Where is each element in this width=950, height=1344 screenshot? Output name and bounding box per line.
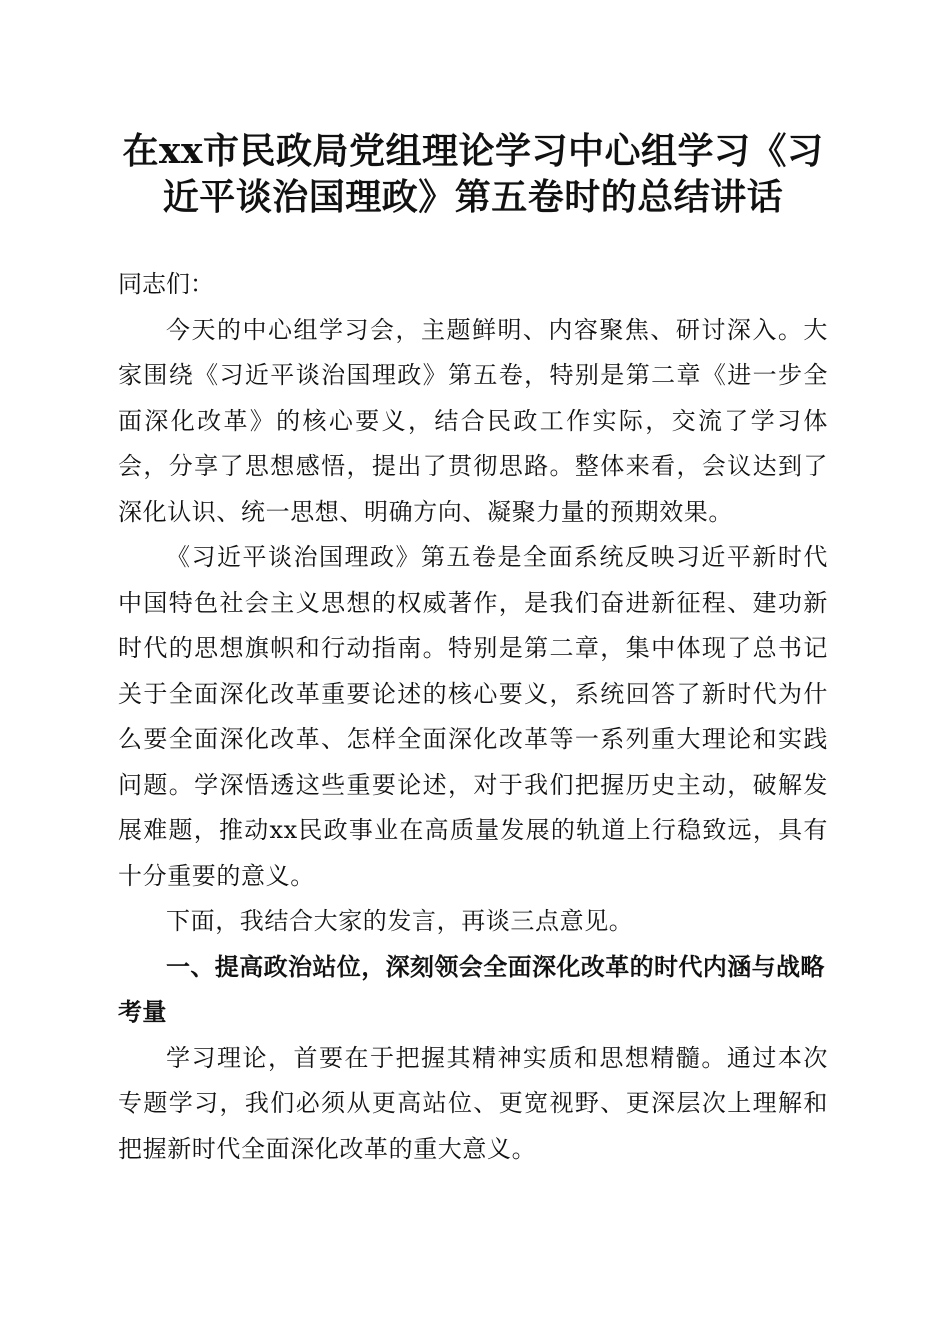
document-page [118,128,828,1172]
document-title: 在xx市民政局党组理论学习中心组学习《习近平谈治国理政》第五卷时的总结讲话 [122,130,824,218]
paragraph-transition: 下面，我结合大家的发言，再谈三点意见。 [166,907,634,935]
paragraph-section-1: 学习理论，首要在于把握其精神实质和思想精髓。通过本次专题学习，我们必须从更高站位、更宽视野、更深层次上理解和把握新时代全面深化改革的重大意义。 [118,1043,828,1163]
paragraph-volume-significance: 《习近平谈治国理政》第五卷是全面系统反映习近平新时代中国特色社会主义思想的权威著作，是我们奋进新征程、建功新时代的思想旗帜和行动指南。特别是第二章，集中体现了总书记关于全面深化改革重要论述的核心要义，系统回答了新时代为什么要全面深化改革、怎样全面深化改革等一系列重大理论和实践问题。学深悟透这些重要论述，对于我们把握历史主动，破解发展难题，推动xx民政事业在高质量发展的轨道上行稳致远，具有十分重要的意义。 [118,543,828,890]
paragraph-opening: 今天的中心组学习会，主题鲜明、内容聚焦、研讨深入。大家围绕《习近平谈治国理政》第五卷，特别是第二章《进一步全面深化改革》的核心要义，结合民政工作实际，交流了学习体会，分享了思想感悟，提出了贯彻思路。整体来看，会议达到了深化认识、统一思想、明确方向、凝聚力量的预期效果。 [118,315,828,526]
section-heading-1: 一、提高政治站位，深刻领会全面深化改革的时代内涵与战略考量 [118,952,825,1026]
salutation: 同志们： [118,270,214,298]
